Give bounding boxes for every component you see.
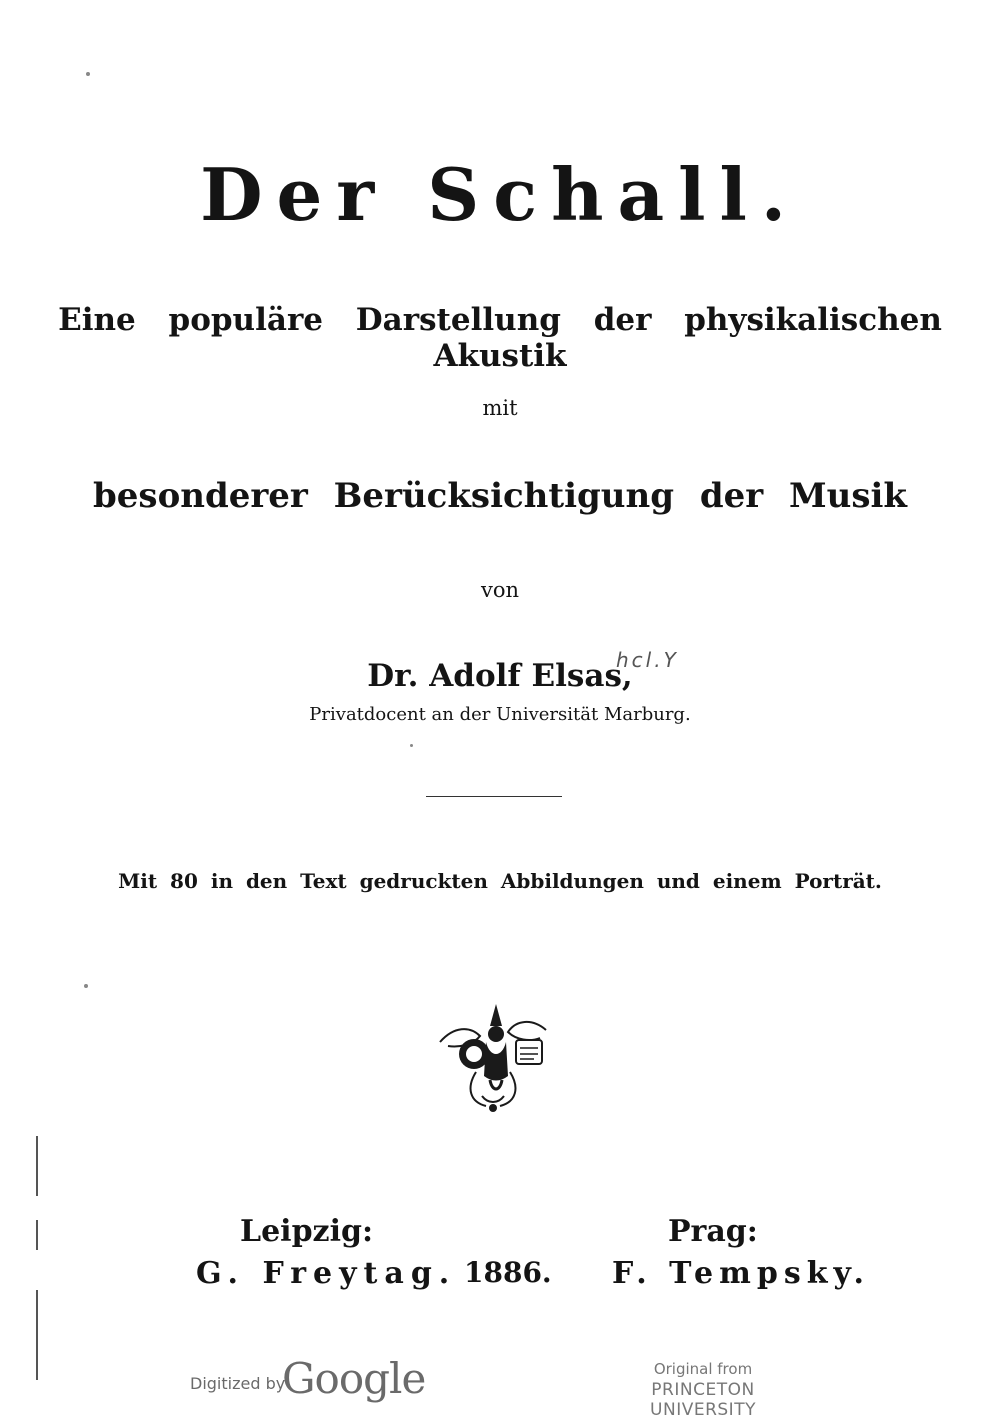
- print-speck: [410, 744, 413, 747]
- print-speck: [86, 72, 90, 76]
- subtitle-line-2: besonderer Berücksichtigung der Musik: [93, 476, 907, 516]
- scan-edge-mark: [36, 1220, 38, 1250]
- divider-rule: [426, 796, 562, 797]
- imprint-year: 1886.: [464, 1256, 552, 1289]
- imprint-left-city: Leipzig:: [240, 1214, 374, 1249]
- scan-edge-mark: [36, 1290, 38, 1380]
- imprint-left-publisher: G. Freytag.: [196, 1256, 457, 1291]
- original-from-label: Original from: [653, 1360, 753, 1378]
- connector-von: von: [480, 578, 520, 602]
- subtitle-line-1: Eine populäre Darstellung der physikalischen Akustik: [58, 302, 942, 374]
- digitized-by-label: Digitized by: [190, 1374, 286, 1393]
- imprint-right-publisher: F. Tempsky.: [612, 1256, 870, 1291]
- google-logo: Google: [282, 1354, 426, 1403]
- illustrations-note: Mit 80 in den Text gedruckten Abbildungen und einem Porträt.: [118, 869, 882, 893]
- handwritten-note: hcl.Y: [616, 648, 679, 672]
- institution-label: PRINCETON UNIVERSITY: [650, 1380, 756, 1420]
- book-title: Der Schall.: [200, 152, 800, 237]
- connector-mit: mit: [482, 396, 518, 420]
- print-speck: [84, 984, 88, 988]
- publisher-emblem: [430, 996, 556, 1114]
- scan-edge-mark: [36, 1136, 38, 1196]
- author-affiliation: Privatdocent an der Universität Marburg.: [309, 704, 691, 725]
- author-name: Dr. Adolf Elsas,: [367, 658, 633, 694]
- imprint-right-city: Prag:: [668, 1214, 758, 1249]
